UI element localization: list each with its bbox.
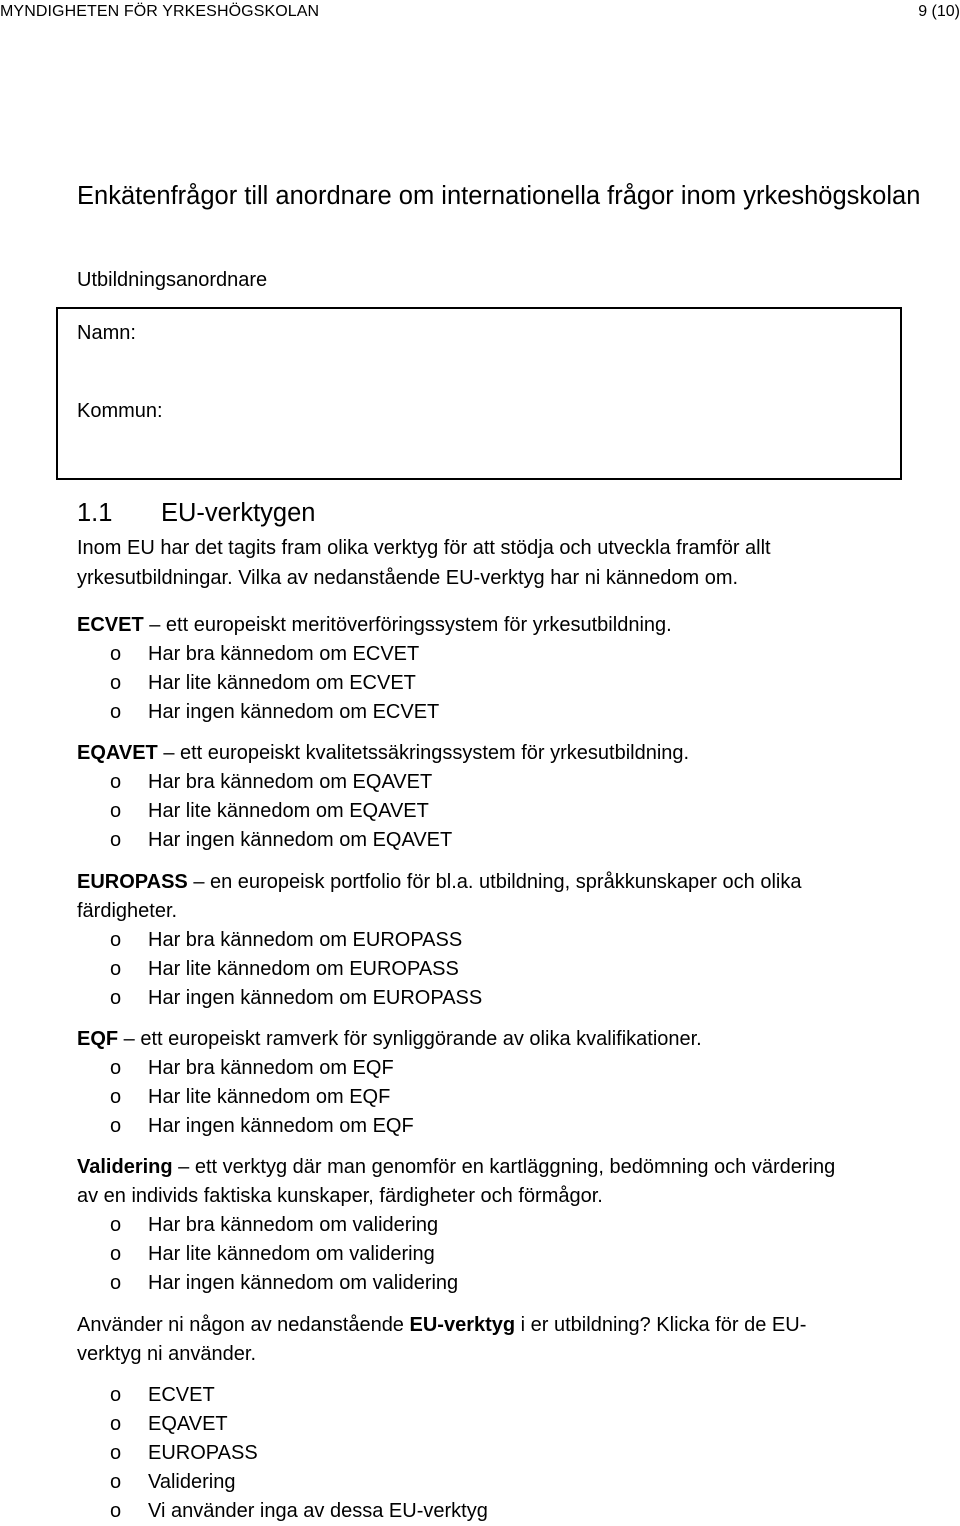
- option-europass-little[interactable]: [110, 955, 459, 984]
- option-eqavet-good[interactable]: [110, 768, 432, 797]
- bullet-icon: o: [110, 1500, 122, 1522]
- question-validering: [77, 1153, 837, 1211]
- option-eqf-good[interactable]: [110, 1054, 394, 1083]
- usage-text-bold: EU-verktyg: [409, 1314, 516, 1336]
- document-title: Enkätenfrågor till anordnare om internationella frågor inom yrkeshögskolan: [77, 182, 921, 210]
- option-usage-none[interactable]: [110, 1497, 488, 1526]
- option-label: Har bra kännedom om validering: [148, 1214, 439, 1236]
- bullet-icon: o: [110, 643, 122, 665]
- bullet-icon: o: [110, 1243, 122, 1265]
- option-europass-good[interactable]: [110, 926, 462, 955]
- term-description: – ett europeiskt kvalitetssäkringssystem för yrkesutbildning.: [157, 742, 690, 764]
- bullet-icon: o: [110, 1272, 122, 1294]
- option-label: Har lite kännedom om ECVET: [148, 672, 416, 694]
- bullet-icon: o: [110, 672, 122, 694]
- bullet-icon: o: [110, 1413, 122, 1435]
- question-eqf: [77, 1025, 937, 1054]
- term: EQAVET: [77, 742, 158, 764]
- usage-text-post: i er utbildning? Klicka för de EU-verktyg ni använder.: [77, 1314, 807, 1365]
- option-label: Har ingen kännedom om ECVET: [148, 701, 440, 723]
- option-usage-validering[interactable]: [110, 1468, 235, 1497]
- option-label: EQAVET: [148, 1413, 228, 1435]
- option-label: Vi använder inga av dessa EU-verktyg: [148, 1500, 488, 1522]
- bullet-icon: o: [110, 958, 122, 980]
- option-label: Har ingen kännedom om EUROPASS: [148, 987, 483, 1009]
- option-label: Validering: [148, 1471, 236, 1493]
- bullet-icon: o: [110, 1214, 122, 1236]
- term: ECVET: [77, 614, 144, 636]
- bullet-icon: o: [110, 1442, 122, 1464]
- question-usage: [77, 1311, 857, 1369]
- municipality-label: Kommun:: [77, 400, 163, 422]
- bullet-icon: o: [110, 1057, 122, 1079]
- question-ecvet: [77, 611, 937, 640]
- section-number: 1.1: [77, 499, 113, 527]
- question-europass: [77, 868, 877, 926]
- bullet-icon: o: [110, 987, 122, 1009]
- term-description: – ett verktyg där man genomför en kartläggning, bedömning och värdering av en individs faktiska kunskaper, färdigheter och förmågor.: [77, 1156, 836, 1207]
- option-usage-eqavet[interactable]: [110, 1410, 228, 1439]
- bullet-icon: o: [110, 829, 122, 851]
- option-label: Har lite kännedom om validering: [148, 1243, 435, 1265]
- term-description: – ett europeiskt ramverk för synliggörande av olika kvalifikationer.: [118, 1028, 702, 1050]
- bullet-icon: o: [110, 1471, 122, 1493]
- usage-text-pre: Använder ni någon av nedanstående: [77, 1314, 410, 1336]
- term: EUROPASS: [77, 871, 188, 893]
- option-eqf-little[interactable]: [110, 1083, 390, 1112]
- option-ecvet-good[interactable]: [110, 640, 419, 669]
- respondent-info-box[interactable]: [56, 307, 902, 480]
- option-label: ECVET: [148, 1384, 215, 1406]
- option-eqf-none[interactable]: [110, 1112, 414, 1141]
- bullet-icon: o: [110, 1115, 122, 1137]
- option-label: Har bra kännedom om EQAVET: [148, 771, 433, 793]
- option-label: EUROPASS: [148, 1442, 258, 1464]
- option-usage-ecvet[interactable]: [110, 1381, 215, 1410]
- bullet-icon: o: [110, 701, 122, 723]
- option-label: Har lite kännedom om EUROPASS: [148, 958, 459, 980]
- option-usage-europass[interactable]: [110, 1439, 258, 1468]
- term: EQF: [77, 1028, 119, 1050]
- header-organization: MYNDIGHETEN FÖR YRKESHÖGSKOLAN: [0, 3, 320, 20]
- option-label: Har lite kännedom om EQAVET: [148, 800, 429, 822]
- option-eqavet-little[interactable]: [110, 797, 429, 826]
- document-subtitle: Utbildningsanordnare: [77, 269, 268, 291]
- option-label: Har bra kännedom om ECVET: [148, 643, 420, 665]
- option-validering-none[interactable]: [110, 1269, 458, 1298]
- option-ecvet-little[interactable]: [110, 669, 416, 698]
- term: Validering: [77, 1156, 173, 1178]
- option-label: Har ingen kännedom om EQF: [148, 1115, 414, 1137]
- option-eqavet-none[interactable]: [110, 826, 452, 855]
- term-description: – en europeisk portfolio för bl.a. utbildning, språkkunskaper och olika färdigheter.: [77, 871, 802, 922]
- option-label: Har bra kännedom om EQF: [148, 1057, 394, 1079]
- question-eqavet: [77, 739, 937, 768]
- option-label: Har ingen kännedom om validering: [148, 1272, 459, 1294]
- option-ecvet-none[interactable]: [110, 698, 439, 727]
- bullet-icon: o: [110, 929, 122, 951]
- option-label: Har bra kännedom om EUROPASS: [148, 929, 463, 951]
- bullet-icon: o: [110, 1086, 122, 1108]
- term-description: – ett europeiskt meritöverföringssystem för yrkesutbildning.: [143, 614, 672, 636]
- option-validering-little[interactable]: [110, 1240, 435, 1269]
- page-number: 9 (10): [918, 3, 960, 20]
- bullet-icon: o: [110, 771, 122, 793]
- intro-text: Inom EU har det tagits fram olika verktyg för att stödja och utveckla framför allt yrkesutbildningar. Vilka av nedanstående EU-verktyg har ni kännedom om.: [77, 537, 771, 589]
- option-label: Har lite kännedom om EQF: [148, 1086, 391, 1108]
- bullet-icon: o: [110, 1384, 122, 1406]
- name-label: Namn:: [77, 322, 136, 344]
- bullet-icon: o: [110, 800, 122, 822]
- section-heading: [77, 499, 315, 528]
- option-validering-good[interactable]: [110, 1211, 438, 1240]
- option-europass-none[interactable]: [110, 984, 482, 1013]
- option-label: Har ingen kännedom om EQAVET: [148, 829, 453, 851]
- section-title: EU-verktygen: [161, 499, 316, 527]
